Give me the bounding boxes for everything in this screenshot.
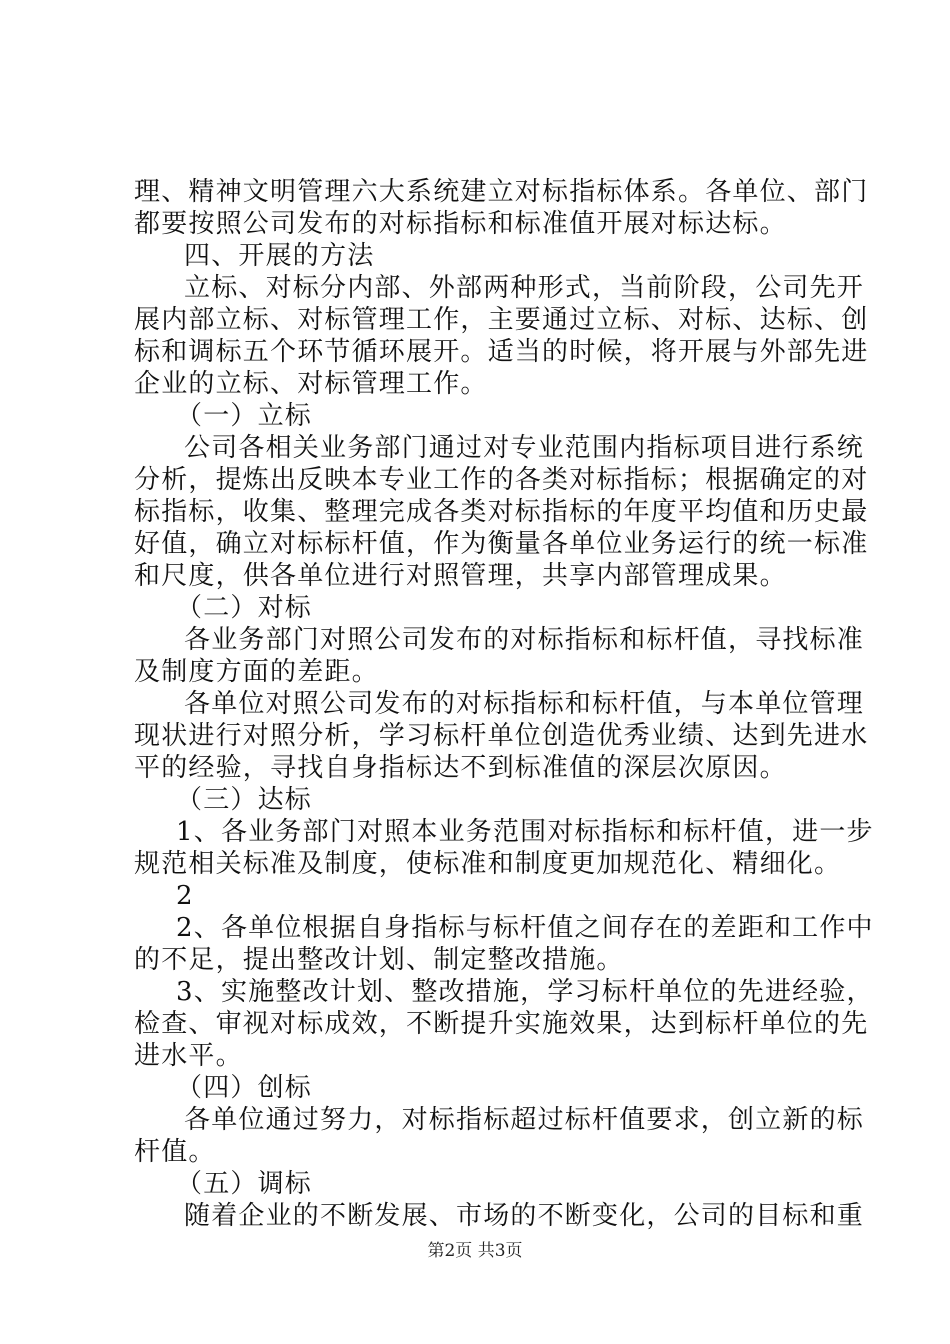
subsection-heading: （四）创标 xyxy=(176,1073,313,1103)
paragraph-line: 企业的立标、对标管理工作。 xyxy=(134,369,488,399)
paragraph-line: 立标、对标分内部、外部两种形式，当前阶段，公司先开 xyxy=(184,273,865,303)
paragraph-line: 各单位通过努力，对标指标超过标杆值要求，创立新的标 xyxy=(184,1105,865,1135)
paragraph-line: 分析，提炼出反映本专业工作的各类对标指标；根据确定的对 xyxy=(134,465,869,495)
paragraph-line: 检查、审视对标成效，不断提升实施效果，达到标杆单位的先 xyxy=(134,1009,869,1039)
paragraph-line: 现状进行对照分析，学习标杆单位创造优秀业绩、达到先进水 xyxy=(134,721,869,751)
subsection-heading: （五）调标 xyxy=(176,1169,313,1199)
paragraph-line: 规范相关标准及制度，使标准和制度更加规范化、精细化。 xyxy=(134,849,842,879)
subsection-heading: （一）立标 xyxy=(176,401,313,431)
paragraph-line: 和尺度，供各单位进行对照管理，共享内部管理成果。 xyxy=(134,561,787,591)
paragraph-line: 2、各单位根据自身指标与标杆值之间存在的差距和工作中 xyxy=(176,913,874,943)
paragraph-line: 展内部立标、对标管理工作，主要通过立标、对标、达标、创 xyxy=(134,305,869,335)
paragraph-line: 标指标，收集、整理完成各类对标指标的年度平均值和历史最 xyxy=(134,497,869,527)
paragraph-line: 的不足，提出整改计划、制定整改措施。 xyxy=(134,945,624,975)
paragraph-line: 理、精神文明管理六大系统建立对标指标体系。各单位、部门 xyxy=(134,177,869,207)
page-footer: 第2页 共3页 xyxy=(427,1241,523,1261)
paragraph-line: 及制度方面的差距。 xyxy=(134,657,379,687)
paragraph-line: 各单位对照公司发布的对标指标和标杆值，与本单位管理 xyxy=(184,689,865,719)
paragraph-line: 标和调标五个环节循环展开。适当的时候，将开展与外部先进 xyxy=(134,337,869,367)
subsection-heading: （三）达标 xyxy=(176,785,313,815)
paragraph-line: 公司各相关业务部门通过对专业范围内指标项目进行系统 xyxy=(184,433,865,463)
paragraph-line: 进水平。 xyxy=(134,1041,243,1071)
subsection-heading: （二）对标 xyxy=(176,593,313,623)
paragraph-line: 杆值。 xyxy=(134,1137,216,1167)
section-heading: 四、开展的方法 xyxy=(184,241,375,271)
paragraph-line: 平的经验，寻找自身指标达不到标准值的深层次原因。 xyxy=(134,753,787,783)
paragraph-line: 各业务部门对照公司发布的对标指标和标杆值，寻找标准 xyxy=(184,625,865,655)
paragraph-line: 3、实施整改计划、整改措施，学习标杆单位的先进经验， xyxy=(176,977,874,1007)
paragraph-line: 1、各业务部门对照本业务范围对标指标和标杆值，进一步 xyxy=(176,817,874,847)
stray-page-number: 2 xyxy=(176,881,194,911)
paragraph-line: 随着企业的不断发展、市场的不断变化，公司的目标和重 xyxy=(184,1201,865,1231)
paragraph-line: 都要按照公司发布的对标指标和标准值开展对标达标。 xyxy=(134,209,787,239)
paragraph-line: 好值，确立对标标杆值，作为衡量各单位业务运行的统一标准 xyxy=(134,529,869,559)
